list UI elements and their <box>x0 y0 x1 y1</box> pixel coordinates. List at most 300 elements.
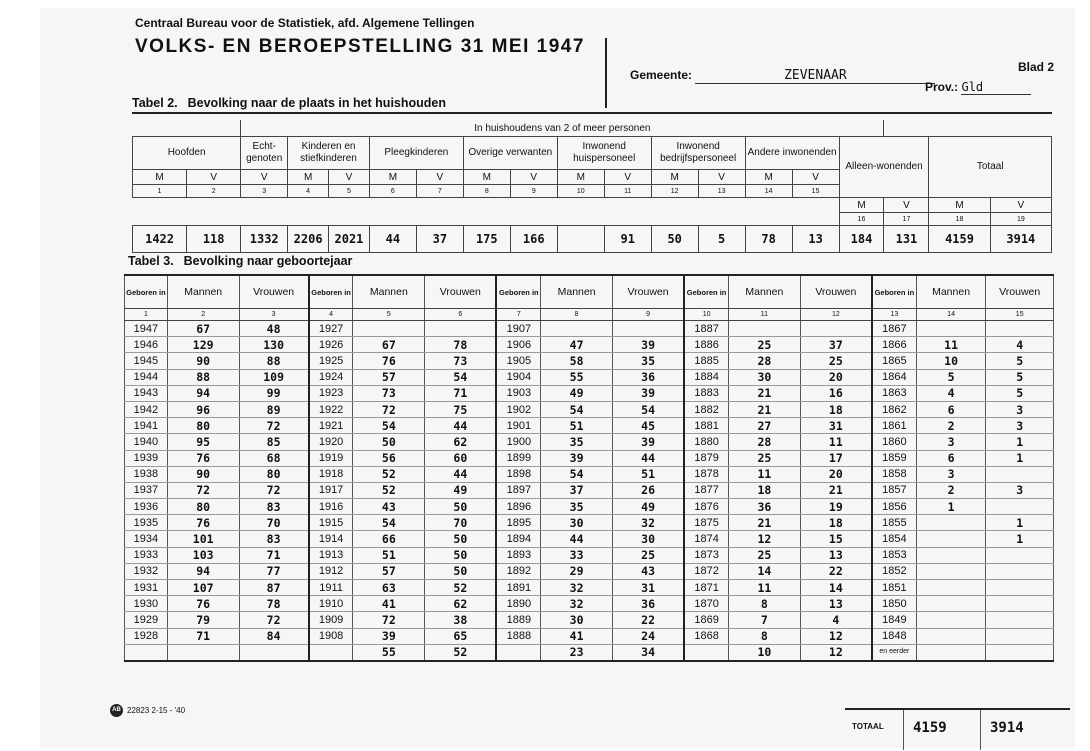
vrouwen-cell: 35 <box>612 353 684 369</box>
col-mannen: Mannen <box>353 275 425 309</box>
col-alleenwonenden: Alleen-wonenden <box>839 137 929 198</box>
col-index: 14 <box>916 309 986 321</box>
birth-year-cell: 1884 <box>684 369 728 385</box>
table-row <box>125 434 1054 450</box>
value-cell: 50 <box>651 226 698 253</box>
col-pleegkinderen: Pleegkinderen <box>369 137 463 170</box>
col-index: 6 <box>425 309 497 321</box>
mannen-cell: 52 <box>353 466 425 482</box>
mannen-cell: 29 <box>541 563 613 579</box>
mannen-cell: 67 <box>353 337 425 353</box>
bureau-name: Centraal Bureau voor de Statistiek, afd. Algemene Tellingen <box>135 16 475 30</box>
birth-year-cell: 1889 <box>496 612 540 628</box>
col-index: 18 <box>929 213 990 226</box>
birth-year-cell: 1900 <box>496 434 540 450</box>
vrouwen-cell: 3 <box>986 401 1054 417</box>
birth-year-cell: 1905 <box>496 353 540 369</box>
birth-year-cell: 1894 <box>496 531 540 547</box>
vrouwen-cell: 78 <box>425 337 497 353</box>
col-vrouwen: Vrouwen <box>986 275 1054 309</box>
vrouwen-cell: 130 <box>239 337 309 353</box>
mannen-cell: 44 <box>541 531 613 547</box>
vrouwen-cell: 30 <box>612 531 684 547</box>
mannen-cell: 63 <box>353 580 425 596</box>
vrouwen-cell: 89 <box>239 401 309 417</box>
mannen-cell: 4 <box>916 385 986 401</box>
birth-year-cell: 1903 <box>496 385 540 401</box>
mannen-cell: 36 <box>729 499 801 515</box>
birth-year-cell: 1930 <box>125 596 168 612</box>
birth-year-cell: 1943 <box>125 385 168 401</box>
value-cell: 184 <box>839 226 884 253</box>
tabel3-caption: Bevolking naar geboortejaar <box>183 254 353 268</box>
vrouwen-cell: 34 <box>612 644 684 661</box>
birth-year-cell: 1916 <box>309 499 353 515</box>
col-index: 4 <box>309 309 353 321</box>
col-index: 1 <box>125 309 168 321</box>
vrouwen-cell: 49 <box>425 482 497 498</box>
en-eerder-note: en eerder <box>872 644 916 661</box>
vrouwen-cell: 54 <box>612 401 684 417</box>
birth-year-cell: 1924 <box>309 369 353 385</box>
sex-m: M <box>557 170 604 185</box>
vrouwen-cell: 50 <box>425 499 497 515</box>
col-index: 11 <box>729 309 801 321</box>
birth-year-cell: 1869 <box>684 612 728 628</box>
sex-v: V <box>698 170 745 185</box>
vrouwen-cell: 44 <box>612 450 684 466</box>
vrouwen-cell: 5 <box>986 385 1054 401</box>
birth-year-cell: 1860 <box>872 434 916 450</box>
vrouwen-cell: 60 <box>425 450 497 466</box>
sex-m: M <box>133 170 187 185</box>
birth-year-cell: 1926 <box>309 337 353 353</box>
birth-year-cell: 1885 <box>684 353 728 369</box>
mannen-cell: 71 <box>167 628 239 644</box>
value-cell: 78 <box>745 226 792 253</box>
vrouwen-cell: 24 <box>612 628 684 644</box>
mannen-cell: 21 <box>729 385 801 401</box>
tabel3-title <box>128 254 352 268</box>
vrouwen-cell: 109 <box>239 369 309 385</box>
sex-m: M <box>929 198 990 213</box>
birth-year-cell <box>684 644 728 661</box>
value-cell: 37 <box>416 226 463 253</box>
tabel2-rule <box>132 112 1052 114</box>
mannen-cell: 94 <box>167 563 239 579</box>
birth-year-cell: 1849 <box>872 612 916 628</box>
vrouwen-cell: 44 <box>425 466 497 482</box>
mannen-cell: 66 <box>353 531 425 547</box>
mannen-cell: 56 <box>353 450 425 466</box>
birth-year-cell: 1932 <box>125 563 168 579</box>
vrouwen-cell: 65 <box>425 628 497 644</box>
mannen-cell: 30 <box>541 612 613 628</box>
vrouwen-cell: 72 <box>239 418 309 434</box>
col-index: 17 <box>884 213 929 226</box>
mannen-cell: 101 <box>167 531 239 547</box>
birth-year-cell: 1912 <box>309 563 353 579</box>
mannen-cell: 10 <box>916 353 986 369</box>
col-index: 12 <box>651 185 698 198</box>
table-row <box>125 628 1054 644</box>
col-index: 2 <box>187 185 241 198</box>
birth-year-cell: 1899 <box>496 450 540 466</box>
mannen-cell: 43 <box>353 499 425 515</box>
birth-year-cell: 1853 <box>872 547 916 563</box>
col-index: 7 <box>416 185 463 198</box>
birth-year-cell: 1872 <box>684 563 728 579</box>
birth-year-cell <box>309 644 353 661</box>
birth-year-cell: 1862 <box>872 401 916 417</box>
form-header <box>135 16 585 58</box>
birth-year-cell: 1904 <box>496 369 540 385</box>
vrouwen-cell: 16 <box>800 385 872 401</box>
mannen-cell: 72 <box>353 401 425 417</box>
birth-year-cell: 1939 <box>125 450 168 466</box>
mannen-cell: 76 <box>167 596 239 612</box>
col-geboren: Geboren in <box>496 275 540 309</box>
mannen-cell: 94 <box>167 385 239 401</box>
col-index: 7 <box>496 309 540 321</box>
mannen-cell <box>916 644 986 661</box>
col-index: 5 <box>329 185 370 198</box>
birth-year-cell: 1938 <box>125 466 168 482</box>
sex-m: M <box>745 170 792 185</box>
value-cell: 3914 <box>990 226 1051 253</box>
tabel3-head-row <box>125 275 1054 309</box>
vrouwen-cell <box>986 612 1054 628</box>
vrouwen-cell <box>986 644 1054 661</box>
gemeente-field <box>630 68 935 84</box>
vrouwen-cell: 21 <box>800 482 872 498</box>
mannen-cell: 33 <box>541 547 613 563</box>
birth-year-cell: 1935 <box>125 515 168 531</box>
col-index: 4 <box>288 185 329 198</box>
birth-year-cell: 1891 <box>496 580 540 596</box>
mannen-cell: 41 <box>353 596 425 612</box>
birth-year-cell: 1874 <box>684 531 728 547</box>
vrouwen-cell: 43 <box>612 563 684 579</box>
census-form-sheet <box>40 8 1075 748</box>
birth-year-cell: 1910 <box>309 596 353 612</box>
birth-year-cell: 1920 <box>309 434 353 450</box>
form-code: 22823 2-15 - '40 <box>127 706 186 715</box>
mannen-cell <box>353 321 425 337</box>
vrouwen-cell: 36 <box>612 596 684 612</box>
col-geboren: Geboren in <box>309 275 353 309</box>
sex-v: V <box>416 170 463 185</box>
mannen-cell: 76 <box>167 450 239 466</box>
mannen-cell: 6 <box>916 450 986 466</box>
table-row <box>125 596 1054 612</box>
birth-year-cell: 1929 <box>125 612 168 628</box>
birth-year-cell: 1945 <box>125 353 168 369</box>
mannen-cell: 49 <box>541 385 613 401</box>
vrouwen-cell: 4 <box>986 337 1054 353</box>
table-row <box>125 515 1054 531</box>
birth-year-cell: 1893 <box>496 547 540 563</box>
value-cell: 2021 <box>329 226 370 253</box>
form-footer <box>110 704 185 717</box>
col-index: 3 <box>239 309 309 321</box>
birth-year-cell: 1947 <box>125 321 168 337</box>
col-index: 1 <box>133 185 187 198</box>
birth-year-cell: 1856 <box>872 499 916 515</box>
birth-year-cell: 1851 <box>872 580 916 596</box>
totaal-mannen: 4159 <box>913 720 947 736</box>
col-index: 3 <box>241 185 288 198</box>
col-index: 10 <box>684 309 728 321</box>
tabel2-number: Tabel 2. <box>132 96 178 110</box>
vrouwen-cell: 88 <box>239 353 309 369</box>
sex-v: V <box>510 170 557 185</box>
sex-m: M <box>463 170 510 185</box>
mannen-cell: 32 <box>541 580 613 596</box>
birth-year-cell: 1931 <box>125 580 168 596</box>
mannen-cell: 80 <box>167 418 239 434</box>
mannen-cell: 76 <box>353 353 425 369</box>
birth-year-cell: 1871 <box>684 580 728 596</box>
vrouwen-cell: 31 <box>800 418 872 434</box>
mannen-cell <box>916 563 986 579</box>
vrouwen-cell <box>239 644 309 661</box>
value-cell: 2206 <box>288 226 329 253</box>
sex-m: M <box>651 170 698 185</box>
birth-year-cell: 1942 <box>125 401 168 417</box>
vrouwen-cell <box>800 321 872 337</box>
birth-year-cell: 1896 <box>496 499 540 515</box>
col-index: 8 <box>541 309 613 321</box>
birth-year-cell: 1883 <box>684 385 728 401</box>
col-vrouwen: Vrouwen <box>239 275 309 309</box>
table-row <box>125 563 1054 579</box>
vrouwen-cell: 20 <box>800 369 872 385</box>
value-cell: 44 <box>369 226 416 253</box>
mannen-cell: 32 <box>541 596 613 612</box>
vrouwen-cell: 78 <box>239 596 309 612</box>
birth-year-cell: 1854 <box>872 531 916 547</box>
vrouwen-cell: 15 <box>800 531 872 547</box>
vrouwen-cell: 13 <box>800 547 872 563</box>
vrouwen-cell: 38 <box>425 612 497 628</box>
vrouwen-cell: 70 <box>239 515 309 531</box>
vrouwen-cell: 36 <box>612 369 684 385</box>
mannen-cell: 88 <box>167 369 239 385</box>
mannen-cell: 67 <box>167 321 239 337</box>
mannen-cell: 25 <box>729 547 801 563</box>
vrouwen-cell <box>986 596 1054 612</box>
value-cell: 91 <box>604 226 651 253</box>
vrouwen-cell <box>986 499 1054 515</box>
birth-year-cell: 1946 <box>125 337 168 353</box>
mannen-cell: 11 <box>729 580 801 596</box>
value-cell <box>557 226 604 253</box>
mannen-cell: 2 <box>916 482 986 498</box>
mannen-cell: 95 <box>167 434 239 450</box>
birth-year-cell: 1887 <box>684 321 728 337</box>
col-index: 8 <box>463 185 510 198</box>
sex-v: V <box>792 170 839 185</box>
birth-year-cell: 1873 <box>684 547 728 563</box>
mannen-cell: 57 <box>353 369 425 385</box>
birth-year-cell: 1919 <box>309 450 353 466</box>
mannen-cell <box>916 515 986 531</box>
table-row <box>125 321 1054 337</box>
birth-year-cell: 1882 <box>684 401 728 417</box>
mannen-cell: 54 <box>353 418 425 434</box>
col-index: 11 <box>604 185 651 198</box>
col-index: 14 <box>745 185 792 198</box>
birth-year-cell: 1902 <box>496 401 540 417</box>
vrouwen-cell: 52 <box>425 580 497 596</box>
vrouwen-cell: 5 <box>986 353 1054 369</box>
vrouwen-cell <box>986 466 1054 482</box>
mannen-cell: 72 <box>167 482 239 498</box>
table-row <box>125 418 1054 434</box>
vrouwen-cell: 26 <box>612 482 684 498</box>
tabel2-caption: Bevolking naar de plaats in het huishouden <box>187 96 446 110</box>
value-cell: 131 <box>884 226 929 253</box>
mannen-cell: 35 <box>541 434 613 450</box>
vrouwen-cell: 52 <box>425 644 497 661</box>
mannen-cell <box>916 612 986 628</box>
mannen-cell: 107 <box>167 580 239 596</box>
col-echtgenoten: Echt-genoten <box>241 137 288 170</box>
vrouwen-cell: 31 <box>612 580 684 596</box>
vrouwen-cell: 44 <box>425 418 497 434</box>
birth-year-cell: 1897 <box>496 482 540 498</box>
value-cell: 4159 <box>929 226 990 253</box>
vrouwen-cell: 50 <box>425 547 497 563</box>
mannen-cell: 14 <box>729 563 801 579</box>
table-row <box>125 369 1054 385</box>
mannen-cell: 52 <box>353 482 425 498</box>
vrouwen-cell: 25 <box>612 547 684 563</box>
table-row <box>125 499 1054 515</box>
table-row <box>125 547 1054 563</box>
mannen-cell: 2 <box>916 418 986 434</box>
mannen-cell: 80 <box>167 499 239 515</box>
birth-year-cell: 1925 <box>309 353 353 369</box>
vrouwen-cell: 25 <box>800 353 872 369</box>
mannen-cell: 54 <box>541 401 613 417</box>
birth-year-cell: 1858 <box>872 466 916 482</box>
vrouwen-cell: 72 <box>239 612 309 628</box>
birth-year-cell: 1886 <box>684 337 728 353</box>
mannen-cell <box>729 321 801 337</box>
mannen-cell: 3 <box>916 466 986 482</box>
value-cell: 1422 <box>133 226 187 253</box>
col-vrouwen: Vrouwen <box>612 275 684 309</box>
birth-year-cell: 1940 <box>125 434 168 450</box>
vrouwen-cell: 1 <box>986 531 1054 547</box>
mannen-cell: 79 <box>167 612 239 628</box>
birth-year-cell <box>496 644 540 661</box>
birth-year-cell: 1850 <box>872 596 916 612</box>
value-cell: 1332 <box>241 226 288 253</box>
birth-year-cell: 1918 <box>309 466 353 482</box>
col-index: 13 <box>872 309 916 321</box>
mannen-cell: 90 <box>167 353 239 369</box>
birth-year-cell: 1944 <box>125 369 168 385</box>
birth-year-cell: 1864 <box>872 369 916 385</box>
vrouwen-cell: 71 <box>239 547 309 563</box>
birth-year-cell: 1888 <box>496 628 540 644</box>
birth-year-cell: 1892 <box>496 563 540 579</box>
mannen-cell: 39 <box>541 450 613 466</box>
vrouwen-cell: 83 <box>239 531 309 547</box>
printer-logo-icon: AB <box>110 704 123 717</box>
mannen-cell: 8 <box>729 628 801 644</box>
mannen-cell: 51 <box>353 547 425 563</box>
vrouwen-cell <box>612 321 684 337</box>
mannen-cell: 39 <box>353 628 425 644</box>
tabel2-table <box>132 120 1052 253</box>
mannen-cell: 11 <box>729 466 801 482</box>
mannen-cell: 25 <box>729 337 801 353</box>
gemeente-value: ZEVENAAR <box>695 68 935 84</box>
col-mannen: Mannen <box>167 275 239 309</box>
mannen-cell: 90 <box>167 466 239 482</box>
vrouwen-cell <box>986 563 1054 579</box>
birth-year-cell: 1934 <box>125 531 168 547</box>
mannen-cell: 129 <box>167 337 239 353</box>
mannen-cell: 30 <box>541 515 613 531</box>
census-title: VOLKS- EN BEROEPSTELLING 31 MEI 1947 <box>135 36 585 57</box>
tabel3-number: Tabel 3. <box>128 254 174 268</box>
mannen-cell: 35 <box>541 499 613 515</box>
mannen-cell: 55 <box>353 644 425 661</box>
col-index: 9 <box>612 309 684 321</box>
mannen-cell: 21 <box>729 515 801 531</box>
tabel2-sex-row-right <box>133 198 1052 213</box>
vrouwen-cell: 54 <box>425 369 497 385</box>
mannen-cell <box>916 531 986 547</box>
birth-year-cell: 1914 <box>309 531 353 547</box>
mannen-cell <box>916 321 986 337</box>
birth-year-cell: 1875 <box>684 515 728 531</box>
birth-year-cell: 1921 <box>309 418 353 434</box>
mannen-cell: 1 <box>916 499 986 515</box>
birth-year-cell: 1922 <box>309 401 353 417</box>
vrouwen-cell: 45 <box>612 418 684 434</box>
table-row <box>125 482 1054 498</box>
birth-year-cell: 1936 <box>125 499 168 515</box>
tabel2-title <box>132 96 446 110</box>
totaal-divider <box>980 710 981 750</box>
mannen-cell: 41 <box>541 628 613 644</box>
mannen-cell: 11 <box>916 337 986 353</box>
col-vrouwen: Vrouwen <box>800 275 872 309</box>
col-geboren: Geboren in <box>125 275 168 309</box>
birth-year-cell: 1928 <box>125 628 168 644</box>
vrouwen-cell: 84 <box>239 628 309 644</box>
col-index: 10 <box>557 185 604 198</box>
value-cell: 175 <box>463 226 510 253</box>
totaal-vrouwen: 3914 <box>990 720 1024 736</box>
vrouwen-cell: 37 <box>800 337 872 353</box>
vrouwen-cell: 17 <box>800 450 872 466</box>
province-field <box>925 80 1031 95</box>
birth-year-cell: 1870 <box>684 596 728 612</box>
vrouwen-cell: 83 <box>239 499 309 515</box>
sex-m: M <box>369 170 416 185</box>
sex-v: V <box>990 198 1051 213</box>
vrouwen-cell: 99 <box>239 385 309 401</box>
birth-year-cell: 1941 <box>125 418 168 434</box>
col-bedrijfspersoneel: Inwonend bedrijfspersoneel <box>651 137 745 170</box>
